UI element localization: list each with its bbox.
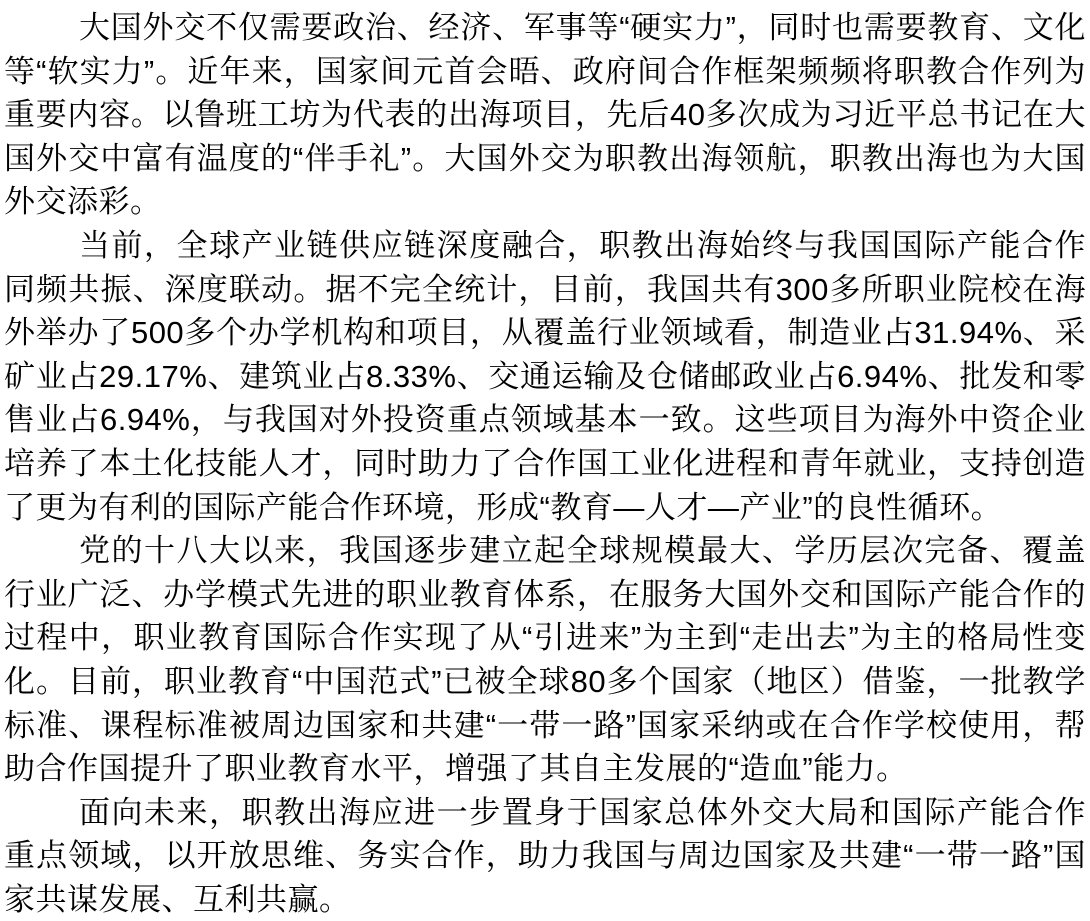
paragraph-diplomacy-intro: 大国外交不仅需要政治、经济、军事等“硬实力”，同时也需要教育、文化等“软实力”。近年来，国家间元首会晤、政府间合作框架频频将职教合作列为重要内容。以鲁班工坊为代表的出海项目，先后40多次成为习近平总书记在大国外交中富有温度的“伴手礼”。大国外交为职教出海领航，职教出海也为大国外交添彩。 xyxy=(4,10,1086,220)
paragraph-education-system: 党的十八大以来，我国逐步建立起全球规模最大、学历层次完备、覆盖行业广泛、办学模式先进的职业教育体系，在服务大国外交和国际产能合作的过程中，职业教育国际合作实现了从“引进来”为主到“走出去”为主的格局性变化。目前，职业教育“中国范式”已被全球80多个国家（地区）借鉴，一批教学标准、课程标准被周边国家和共建“一带一路”国家采纳或在合作学校使用，帮助合作国提升了职业教育水平，增强了其自主发展的“造血”能力。 xyxy=(4,533,1086,787)
paragraph-industry-statistics: 当前，全球产业链供应链深度融合，职教出海始终与我国国际产能合作同频共振、深度联动。据不完全统计，目前，我国共有300多所职业院校在海外举办了500多个办学机构和项目，从覆盖行业领域看，制造业占31.94%、采矿业占29.17%、建筑业占8.33%、交通运输及仓储邮政业占6.94%、批发和零售业占6.94%，与我国对外投资重点领域基本一致。这些项目为海外中资企业培养了本土化技能人才，同时助力了合作国工业化进程和青年就业，支持创造了更为有利的国际产能合作环境，形成“教育—人才—产业”的良性循环。 xyxy=(4,227,1086,525)
paragraph-future-outlook: 面向未来，职教出海应进一步置身于国家总体外交大局和国际产能合作重点领域，以开放思维、务实合作，助力我国与周边国家及共建“一带一路”国家共谋发展、互利共赢。 xyxy=(4,794,1086,917)
